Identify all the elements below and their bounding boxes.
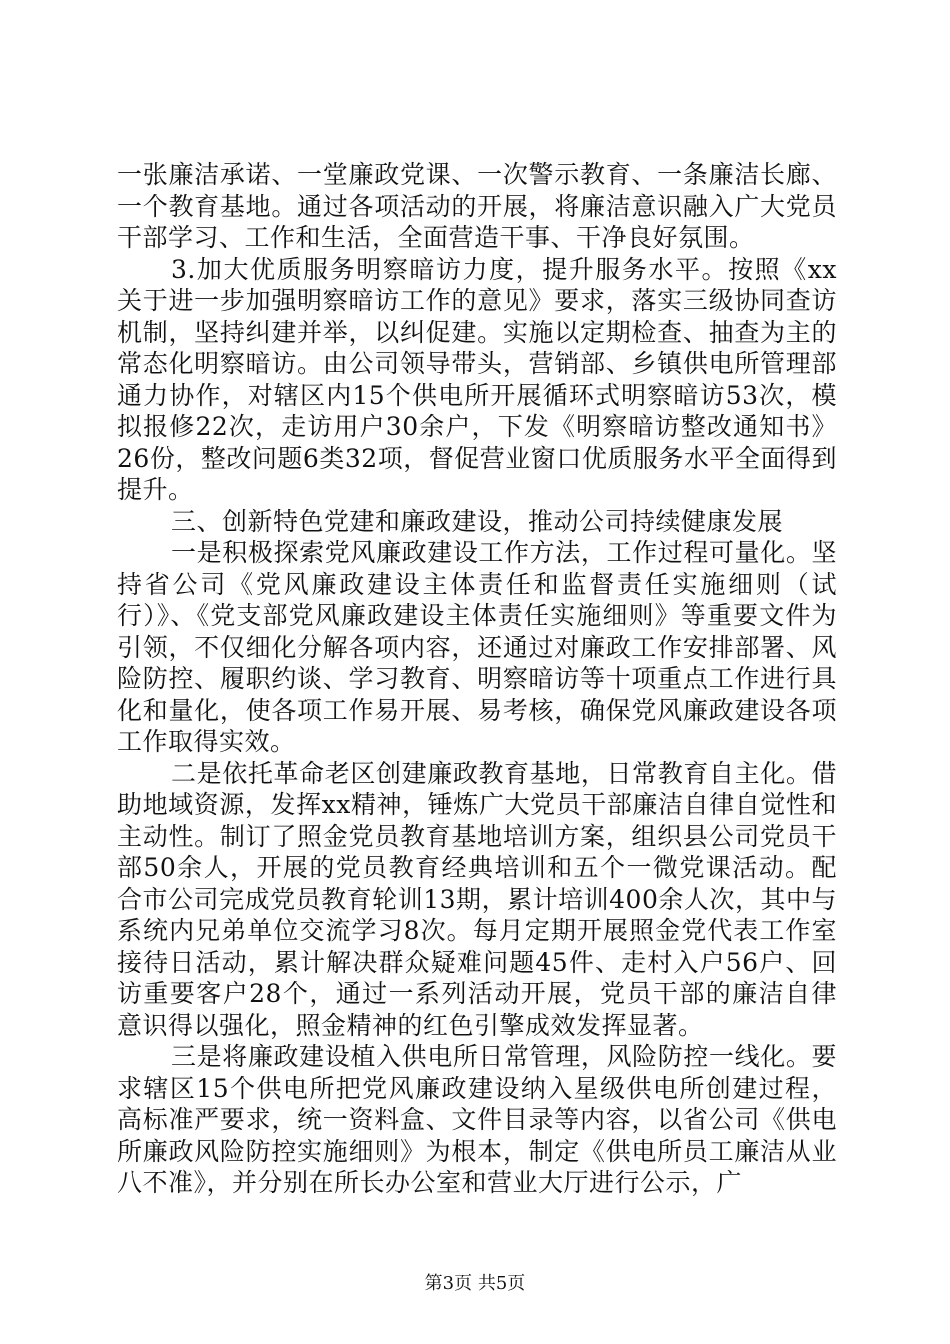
paragraph-2: 3.加大优质服务明察暗访力度，提升服务水平。按照《xx关于进一步加强明察暗访工作的意见》要求，落实三级协同查访机制，坚持纠建并举，以纠促建。实施以定期检查、抽查为主的常态化明察暗访。由公司领导带头，营销部、乡镇供电所管理部通力协作，对辖区内15个供电所开展循环式明察暗访53次，模拟报修22次，走访用户30余户，下发《明察暗访整改通知书》26份，整改问题6类32项，督促营业窗口优质服务水平全面得到提升。 xyxy=(117,254,837,504)
paragraph-1: 一张廉洁承诺、一堂廉政党课、一次警示教育、一条廉洁长廊、一个教育基地。通过各项活动的开展，将廉洁意识融入广大党员干部学习、工作和生活，全面营造干事、干净良好氛围。 xyxy=(117,160,837,252)
section-heading: 三、创新特色党建和廉政建设，推动公司持续健康发展 xyxy=(171,506,784,536)
paragraph-5: 三是将廉政建设植入供电所日常管理，风险防控一线化。要求辖区15个供电所把党风廉政建设纳入星级供电所创建过程，高标准严要求，统一资料盒、文件目录等内容，以省公司《供电所廉政风险防控实施细则》为根本，制定《供电所员工廉洁从业八不准》，并分别在所长办公室和营业大厅进行公示，广 xyxy=(117,1042,837,1197)
paragraph-3: 一是积极探索党风廉政建设工作方法，工作过程可量化。坚持省公司《党风廉政建设主体责任和监督责任实施细则（试行）》、《党支部党风廉政建设主体责任实施细则》等重要文件为引领，不仅细化分解各项内容，还通过对廉政工作安排部署、风险防控、履职约谈、学习教育、明察暗访等十项重点工作进行具化和量化，使各项工作易开展、易考核，确保党风廉政建设各项工作取得实效。 xyxy=(117,538,837,756)
document-body xyxy=(117,159,837,1199)
page-footer: 第3页 共5页 xyxy=(424,1273,526,1294)
paragraph-4: 二是依托革命老区创建廉政教育基地，日常教育自主化。借助地域资源，发挥xx精神，锤炼广大党员干部廉洁自律自觉性和主动性。制订了照金党员教育基地培训方案，组织县公司党员干部50余人，开展的党员教育经典培训和五个一微党课活动。配合市公司完成党员教育轮训13期，累计培训400余人次，其中与系统内兄弟单位交流学习8次。每月定期开展照金党代表工作室接待日活动，累计解决群众疑难问题45件、走村入户56户、回访重要客户28个，通过一系列活动开展，党员干部的廉洁自律意识得以强化，照金精神的红色引擎成效发挥显著。 xyxy=(117,758,837,1040)
